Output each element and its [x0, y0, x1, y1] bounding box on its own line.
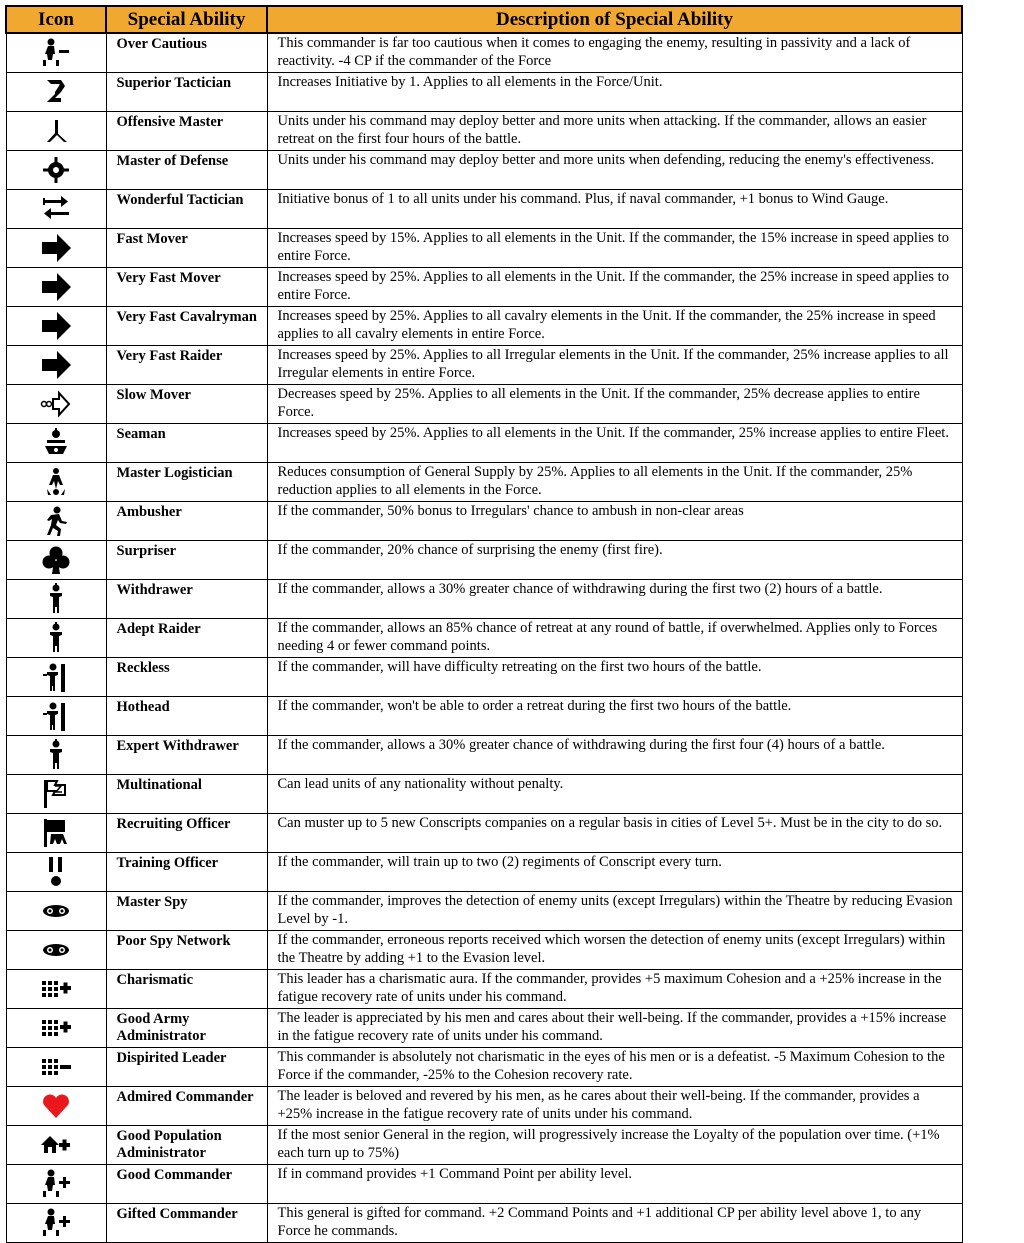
ability-icon-cell	[6, 658, 106, 697]
ability-description: If the commander, allows a 30% greater chance of withdrawing during the first two (2) hours of a battle.	[267, 580, 962, 619]
ability-description: If the most senior General in the region, will progressively increase the Loyalty of the population over time. (+1% each turn up to 75%)	[267, 1126, 962, 1165]
house-plus-icon	[39, 1128, 73, 1162]
ability-icon-cell	[6, 853, 106, 892]
ability-description: Units under his command may deploy better and more units when attacking. If the commander, allows an easier retreat on the first four hours of the battle.	[267, 112, 962, 151]
ability-icon-cell	[6, 268, 106, 307]
table-row	[6, 814, 962, 853]
ability-name: Charismatic	[106, 970, 267, 1009]
ability-name: Training Officer	[106, 853, 267, 892]
table-row	[6, 541, 962, 580]
table-row	[6, 151, 962, 190]
ability-name: Master Logistician	[106, 463, 267, 502]
ability-description: If the commander, will train up to two (2) regiments of Conscript every turn.	[267, 853, 962, 892]
soldier-bar-icon	[39, 660, 73, 694]
ability-description: Can muster up to 5 new Conscripts companies on a regular basis in cities of Level 5+. Must be in the city to do so.	[267, 814, 962, 853]
table-row	[6, 1087, 962, 1126]
table-row	[6, 268, 962, 307]
table-row	[6, 1009, 962, 1048]
ability-name: Master Spy	[106, 892, 267, 931]
ability-name: Adept Raider	[106, 619, 267, 658]
ability-description: Increases speed by 25%. Applies to all elements in the Unit. If the commander, 25% increase applies to entire Fleet.	[267, 424, 962, 463]
heart-icon	[39, 1089, 73, 1123]
ability-icon-cell	[6, 892, 106, 931]
ability-name: Master of Defense	[106, 151, 267, 190]
flag-icon	[39, 777, 73, 811]
club-icon	[39, 543, 73, 577]
ability-icon-cell	[6, 73, 106, 112]
ability-icon-cell	[6, 619, 106, 658]
exclamation-icon	[39, 855, 73, 889]
ability-description: This commander is absolutely not charismatic in the eyes of his men or is a defeatist. -5 Maximum Cohesion to the Force if the commander, -25% to the Cohesion recovery rate.	[267, 1048, 962, 1087]
ability-name: Fast Mover	[106, 229, 267, 268]
ability-icon-cell	[6, 190, 106, 229]
ability-description: Decreases speed by 25%. Applies to all elements in the Unit. If the commander, 25% decrease applies to entire Force.	[267, 385, 962, 424]
commander-plus-icon	[39, 1167, 73, 1201]
header-ability: Special Ability	[106, 6, 267, 33]
table-row	[6, 73, 962, 112]
table-row	[6, 1165, 962, 1204]
ability-name: Expert Withdrawer	[106, 736, 267, 775]
ability-description: Increases Initiative by 1. Applies to all elements in the Force/Unit.	[267, 73, 962, 112]
table-row	[6, 33, 962, 73]
table-row	[6, 619, 962, 658]
ability-name: Gifted Commander	[106, 1204, 267, 1243]
hook-arrow-icon	[39, 75, 73, 109]
spy-eye-icon	[39, 894, 73, 928]
spy-eye-icon	[39, 933, 73, 967]
ability-name: Good Commander	[106, 1165, 267, 1204]
table-row	[6, 658, 962, 697]
table-row	[6, 931, 962, 970]
ability-name: Wonderful Tactician	[106, 190, 267, 229]
ability-description: If the commander, allows an 85% chance of retreat at any round of battle, if overwhelmed. Applies only to Forces needing 4 or fewer command points.	[267, 619, 962, 658]
ability-icon-cell	[6, 1204, 106, 1243]
soldier-bar-icon	[39, 699, 73, 733]
grid-plus-icon	[39, 1011, 73, 1045]
table-row	[6, 775, 962, 814]
soldier-icon	[39, 621, 73, 655]
ability-name: Poor Spy Network	[106, 931, 267, 970]
ability-name: Over Cautious	[106, 33, 267, 73]
ability-description: If the commander, won't be able to order a retreat during the first two hours of the battle.	[267, 697, 962, 736]
ability-name: Ambusher	[106, 502, 267, 541]
soldier-icon	[39, 582, 73, 616]
ability-description: Reduces consumption of General Supply by 25%. Applies to all elements in the Unit. If the commander, 25% reduction applies to all elements in the Force.	[267, 463, 962, 502]
arrow-right-icon	[39, 270, 73, 304]
ability-name: Good Population Administrator	[106, 1126, 267, 1165]
running-man-icon	[39, 504, 73, 538]
ability-name: Offensive Master	[106, 112, 267, 151]
swap-arrows-icon	[39, 192, 73, 226]
table-row	[6, 853, 962, 892]
commander-minus-icon	[39, 36, 73, 70]
ability-icon-cell	[6, 1048, 106, 1087]
table-row	[6, 502, 962, 541]
table-row	[6, 385, 962, 424]
table-row	[6, 190, 962, 229]
ability-icon-cell	[6, 970, 106, 1009]
ability-name: Dispirited Leader	[106, 1048, 267, 1087]
ability-description: Can lead units of any nationality without penalty.	[267, 775, 962, 814]
ability-icon-cell	[6, 931, 106, 970]
ability-description: If the commander, improves the detection of enemy units (except Irregulars) within the Theatre by reducing Evasion Level by -1.	[267, 892, 962, 931]
special-abilities-table	[5, 5, 963, 1243]
table-row	[6, 307, 962, 346]
seaman-icon	[39, 426, 73, 460]
commander-plus-icon	[39, 1206, 73, 1240]
table-row	[6, 229, 962, 268]
grid-minus-icon	[39, 1050, 73, 1084]
ability-icon-cell	[6, 112, 106, 151]
ability-name: Slow Mover	[106, 385, 267, 424]
table-row	[6, 970, 962, 1009]
ability-name: Very Fast Cavalryman	[106, 307, 267, 346]
ability-description: Increases speed by 25%. Applies to all Irregular elements in the Unit. If the commander, 25% increase applies to all Irregular elements in entire Force.	[267, 346, 962, 385]
table-row	[6, 424, 962, 463]
ability-name: Very Fast Mover	[106, 268, 267, 307]
arrow-right-icon	[39, 231, 73, 265]
table-row	[6, 892, 962, 931]
grid-plus-icon	[39, 972, 73, 1006]
ability-icon-cell	[6, 1009, 106, 1048]
table-row	[6, 346, 962, 385]
table-row	[6, 697, 962, 736]
ability-icon-cell	[6, 502, 106, 541]
ability-name: Seaman	[106, 424, 267, 463]
arrow-right-icon	[39, 348, 73, 382]
ability-icon-cell	[6, 229, 106, 268]
ability-description: Increases speed by 25%. Applies to all elements in the Unit. If the commander, the 25% increase in speed applies to entire Force.	[267, 268, 962, 307]
ability-icon-cell	[6, 1087, 106, 1126]
ability-description: This leader has a charismatic aura. If the commander, provides +5 maximum Cohesion and a +25% increase in the fatigue recovery rate of units under his command.	[267, 970, 962, 1009]
ability-name: Reckless	[106, 658, 267, 697]
header-description: Description of Special Ability	[267, 6, 962, 33]
header-row	[6, 6, 962, 33]
ability-name: Good Army Administrator	[106, 1009, 267, 1048]
defense-cross-icon	[39, 153, 73, 187]
ability-icon-cell	[6, 463, 106, 502]
ability-description: If the commander, will have difficulty retreating on the first two hours of the battle.	[267, 658, 962, 697]
logistician-icon	[39, 465, 73, 499]
ability-icon-cell	[6, 814, 106, 853]
table-row	[6, 1204, 962, 1243]
ability-icon-cell	[6, 33, 106, 73]
ability-description: Increases speed by 25%. Applies to all cavalry elements in the Unit. If the commander, the 25% increase in speed applies to all cavalry elements in entire Force.	[267, 307, 962, 346]
slow-arrow-icon	[39, 387, 73, 421]
arrow-right-icon	[39, 309, 73, 343]
ability-description: This general is gifted for command. +2 Command Points and +1 additional CP per ability level above 1, to any Force he commands.	[267, 1204, 962, 1243]
ability-icon-cell	[6, 385, 106, 424]
header-icon: Icon	[6, 6, 106, 33]
table-row	[6, 580, 962, 619]
ability-name: Very Fast Raider	[106, 346, 267, 385]
ability-description: Increases speed by 15%. Applies to all elements in the Unit. If the commander, the 15% increase in speed applies to entire Force.	[267, 229, 962, 268]
ability-description: If the commander, erroneous reports received which worsen the detection of enemy units (except Irregulars) within the Theatre by adding +1 to the Evasion level.	[267, 931, 962, 970]
ability-description: If the commander, 50% bonus to Irregulars' chance to ambush in non-clear areas	[267, 502, 962, 541]
ability-name: Surpriser	[106, 541, 267, 580]
table-row	[6, 463, 962, 502]
ability-icon-cell	[6, 307, 106, 346]
ability-icon-cell	[6, 1165, 106, 1204]
ability-name: Multinational	[106, 775, 267, 814]
table-row	[6, 736, 962, 775]
ability-icon-cell	[6, 580, 106, 619]
soldier-icon	[39, 738, 73, 772]
ability-description: The leader is appreciated by his men and cares about their well-being. If the commander, provides a +15% increase in the fatigue recovery rate of units under his command.	[267, 1009, 962, 1048]
ability-name: Admired Commander	[106, 1087, 267, 1126]
ability-icon-cell	[6, 736, 106, 775]
ability-name: Superior Tactician	[106, 73, 267, 112]
ability-name: Withdrawer	[106, 580, 267, 619]
ability-icon-cell	[6, 151, 106, 190]
ability-icon-cell	[6, 775, 106, 814]
ability-icon-cell	[6, 346, 106, 385]
attack-stance-icon	[39, 114, 73, 148]
ability-icon-cell	[6, 541, 106, 580]
ability-name: Hothead	[106, 697, 267, 736]
ability-description: If the commander, allows a 30% greater chance of withdrawing during the first four (4) hours of a battle.	[267, 736, 962, 775]
table-row	[6, 1126, 962, 1165]
ability-description: The leader is beloved and revered by his men, as he cares about their well-being. If the commander, provides a +25% increase in the fatigue recovery rate of units under his command.	[267, 1087, 962, 1126]
ability-description: If the commander, 20% chance of surprising the enemy (first fire).	[267, 541, 962, 580]
ability-name: Recruiting Officer	[106, 814, 267, 853]
ability-description: Units under his command may deploy better and more units when defending, reducing the enemy's effectiveness.	[267, 151, 962, 190]
ability-description: This commander is far too cautious when it comes to engaging the enemy, resulting in passivity and a lack of reactivity. -4 CP if the commander of the Force	[267, 33, 962, 73]
ability-icon-cell	[6, 424, 106, 463]
ability-icon-cell	[6, 697, 106, 736]
table-row	[6, 1048, 962, 1087]
ability-description: Initiative bonus of 1 to all units under his command. Plus, if naval commander, +1 bonus to Wind Gauge.	[267, 190, 962, 229]
ability-icon-cell	[6, 1126, 106, 1165]
ability-description: If in command provides +1 Command Point per ability level.	[267, 1165, 962, 1204]
table-row	[6, 112, 962, 151]
recruit-flag-icon	[39, 816, 73, 850]
